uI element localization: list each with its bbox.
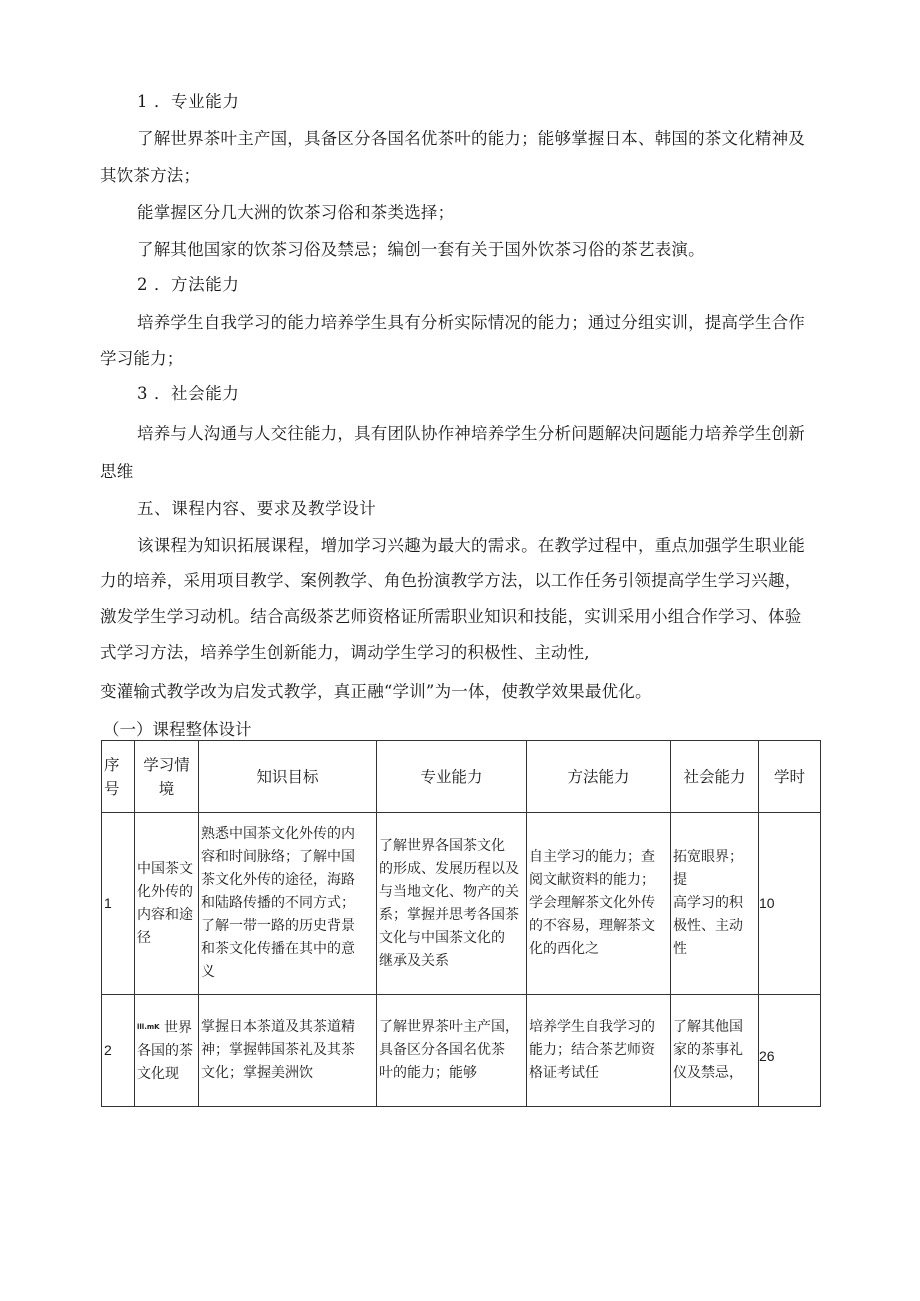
paragraph-line: 力的培养，采用项目教学、案例教学、角色扮演教学方法，以工作任务引领提高学生学习兴趣， (100, 571, 802, 590)
cell-knowledge: 掌握日本茶道及其茶道精 神；掌握韩国茶礼及其茶 文化；掌握美洲饮 (199, 995, 377, 1107)
section-heading-method: 2 ．方法能力 (137, 275, 240, 294)
paragraph-line: 能掌握区分几大洲的饮茶习俗和茶类选择； (137, 203, 455, 222)
cell-hours: 26 (759, 995, 821, 1107)
cell-professional: 了解世界茶叶主产国， 具备区分各国名优茶 叶的能力；能够 (377, 995, 527, 1107)
section-heading-course-content: 五、课程内容、要求及教学设计 (137, 499, 377, 518)
table-title: （一）课程整体设计 (103, 720, 252, 739)
table-header-row (102, 741, 821, 813)
paragraph-line: 式学习方法，培养学生创新能力，调动学生学习的积极性、主动性, (100, 643, 590, 662)
paragraph-line: 变灌输式教学改为启发式教学，真正融“学训”为一体，使教学效果最优化。 (100, 682, 652, 701)
paragraph-line: 其饮茶方法； (100, 166, 201, 185)
paragraph-line: 激发学生学习动机。结合高级茶艺师资格证所需职业知识和技能，实训采用小组合作学习、体验 (100, 607, 802, 626)
table-row (102, 995, 821, 1107)
header-method: 方法能力 (527, 741, 671, 813)
cell-seq: 2 (102, 995, 135, 1107)
cell-social: 拓宽眼界；提 高学习的积 极性、主动性 (671, 813, 759, 995)
header-social: 社会能力 (671, 741, 759, 813)
header-professional: 专业能力 (377, 741, 527, 813)
paragraph-line: 学习能力； (100, 349, 184, 368)
cell-method: 培养学生自我学习的 能力；结合茶艺师资 格证考试任 (527, 995, 671, 1107)
paragraph-line: 了解世界茶叶主产国，具备区分各国名优茶叶的能力；能够掌握日本、韩国的茶文化精神及 (137, 129, 805, 148)
cell-professional: 了解世界各国茶文化 的形成、发展历程以及 与当地文化、物产的关 系；掌握并思考各国茶 文化与中国茶文化的 继承及关系 (377, 813, 527, 995)
header-knowledge: 知识目标 (199, 741, 377, 813)
paragraph-line: 培养与人沟通与人交往能力，具有团队协作神培养学生分析问题解决问题能力培养学生创新 (137, 424, 805, 443)
cell-situation: 中国茶文 化外传的 内容和途 径 (135, 813, 199, 995)
garbled-mark: lll.mK (137, 1022, 160, 1031)
header-seq: 序 号 (102, 741, 135, 813)
section-heading-professional: 1 ．专业能力 (137, 92, 240, 111)
paragraph-line: 该课程为知识拓展课程，增加学习兴趣为最大的需求。在教学过程中，重点加强学生职业能 (137, 536, 805, 555)
cell-seq: 1 (102, 813, 135, 995)
paragraph-line: 培养学生自我学习的能力培养学生具有分析实际情况的能力；通过分组实训，提高学生合作 (137, 313, 805, 332)
header-hours: 学时 (759, 741, 821, 813)
cell-knowledge: 熟悉中国茶文化外传的内 容和时间脉络；了解中国 茶文化外传的途径，海路 和陆路传播的不同方式； 了解一带一路的历史背景 和茶文化传播在其中的意 义 (199, 813, 377, 995)
paragraph-line: 思维 (100, 462, 134, 481)
cell-method: 自主学习的能力；查 阅文献资料的能力； 学会理解茶文化外传 的不容易，理解茶文 化的西化之 (527, 813, 671, 995)
table-row (102, 813, 821, 995)
paragraph-line: 了解其他国家的饮茶习俗及禁忌；编创一套有关于国外饮茶习俗的茶艺表演。 (137, 240, 705, 259)
header-situation: 学习情 境 (135, 741, 199, 813)
cell-hours: 10 (759, 813, 821, 995)
course-design-table (101, 740, 821, 1107)
section-heading-social: 3 ．社会能力 (137, 384, 240, 403)
cell-social: 了解其他国 家的茶事礼 仪及禁忌， (671, 995, 759, 1107)
cell-situation: $^{lll.mK}$ 世界 各国的茶 文化现 (135, 995, 199, 1107)
